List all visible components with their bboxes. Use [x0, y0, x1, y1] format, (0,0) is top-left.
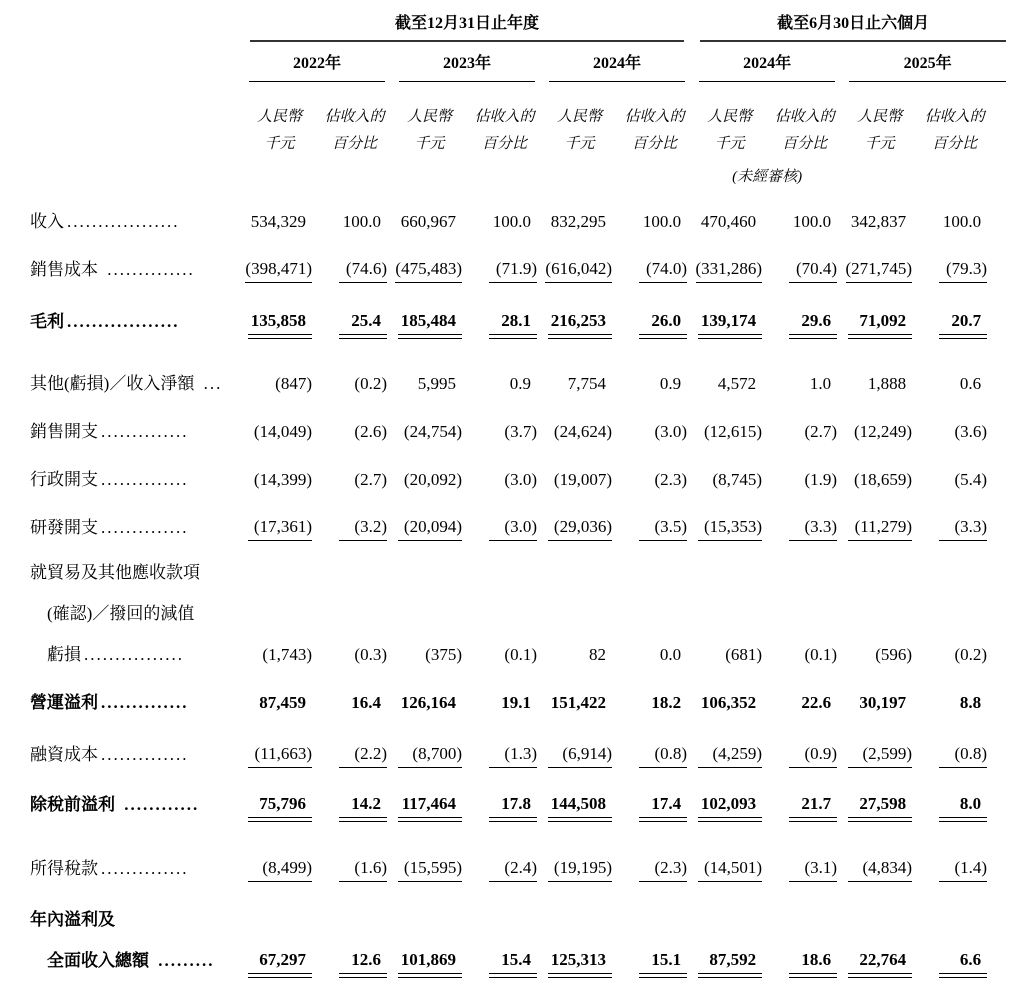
value-cell: 0.6: [959, 374, 982, 393]
value-cell: 117,464: [392, 777, 467, 825]
value-cell: 0.0: [659, 645, 682, 664]
value-cell: 8.0: [917, 777, 992, 825]
value-cell: (2.6): [354, 422, 387, 441]
percent-of-revenue-header: 佔收入的 百分比: [474, 109, 535, 152]
value-cell: 100.0: [642, 212, 682, 231]
value-cell: (8,499): [242, 841, 317, 889]
financial-summary-table: [30, 6, 992, 981]
row-label: 行政開支 ..............: [30, 470, 189, 489]
unaudited-note: (未經審核): [732, 169, 803, 185]
value-cell: 125,313: [542, 899, 617, 981]
period-group-interim-title: 截至6月30日止六個月: [700, 10, 1006, 42]
year-header-row: [30, 42, 992, 82]
value-cell: (71.9): [467, 242, 542, 290]
value-cell: (3.5): [617, 500, 692, 548]
value-cell: (11,663): [242, 727, 317, 775]
value-cell: (2.7): [354, 470, 387, 489]
table-row-admin-expenses: [30, 452, 992, 500]
dot-leader: ..............: [101, 693, 189, 712]
value-cell: (15,595): [392, 841, 467, 889]
value-cell: (331,286): [692, 242, 767, 290]
value-cell: (20,094): [392, 500, 467, 548]
value-cell: 126,164: [400, 693, 456, 712]
value-cell: (29,036): [542, 500, 617, 548]
row-label: 收入 ..................: [30, 212, 180, 231]
value-cell: (1.9): [804, 470, 838, 489]
value-cell: 0.9: [659, 374, 682, 393]
currency-unit-header: 人民幣 千元: [256, 109, 302, 152]
value-cell: (20,092): [403, 470, 462, 489]
dot-leader: .........: [152, 951, 215, 970]
value-cell: 15.1: [617, 899, 692, 981]
value-cell: 12.6: [317, 899, 392, 981]
value-cell: (19,007): [553, 470, 612, 489]
value-cell: (0.2): [954, 645, 988, 664]
value-cell: (1,743): [262, 645, 312, 664]
dot-leader: ..............: [101, 422, 189, 441]
value-cell: 26.0: [617, 294, 692, 342]
year-header-2024: 2024年: [542, 42, 692, 82]
unit-header-row: [30, 82, 992, 160]
value-cell: 660,967: [400, 212, 456, 231]
value-cell: (0.2): [354, 374, 387, 393]
value-cell: 8.8: [959, 693, 982, 712]
row-spacer: [30, 889, 992, 899]
value-cell: 832,295: [550, 212, 606, 231]
value-cell: 82: [589, 645, 606, 664]
unaudited-note-row: [30, 160, 992, 194]
value-cell: 87,592: [692, 899, 767, 981]
year-header-2023: 2023年: [392, 42, 542, 82]
value-cell: 135,858: [242, 294, 317, 342]
value-cell: (6,914): [542, 727, 617, 775]
value-cell: (3.1): [767, 841, 842, 889]
table-row-selling-expenses: [30, 404, 992, 452]
value-cell: (0.8): [617, 727, 692, 775]
value-cell: (14,399): [253, 470, 312, 489]
table-row-profit-and-total-comprehensive-income: [30, 899, 992, 981]
value-cell: (4,834): [842, 841, 917, 889]
value-cell: 342,837: [850, 212, 907, 231]
period-group-annual-title: 截至12月31日止年度: [250, 10, 684, 42]
value-cell: (271,745): [842, 242, 917, 290]
value-cell: 100.0: [942, 212, 982, 231]
value-cell: 0.9: [509, 374, 531, 393]
value-cell: 100.0: [342, 212, 381, 231]
value-cell: (3.3): [917, 500, 992, 548]
value-cell: (2.4): [467, 841, 542, 889]
value-cell: (681): [725, 645, 763, 664]
value-cell: (17,361): [242, 500, 317, 548]
year-header-2025-interim: 2025年: [842, 42, 992, 82]
value-cell: 18.2: [651, 693, 682, 712]
percent-of-revenue-header: 佔收入的 百分比: [624, 109, 685, 152]
value-cell: 216,253: [542, 294, 617, 342]
value-cell: (3.0): [654, 422, 688, 441]
table-row-other-losses-income-net: [30, 356, 992, 404]
value-cell: (0.3): [354, 645, 387, 664]
value-cell: 100.0: [792, 212, 832, 231]
table-row-revenue: [30, 194, 992, 242]
row-label: 營運溢利 ..............: [30, 693, 189, 712]
value-cell: (475,483): [392, 242, 467, 290]
currency-unit-header: 人民幣 千元: [707, 109, 753, 152]
value-cell: (2.3): [617, 841, 692, 889]
value-cell: (8,745): [712, 470, 763, 489]
value-cell: (0.1): [804, 645, 838, 664]
value-cell: 25.4: [317, 294, 392, 342]
value-cell: 67,297: [242, 899, 317, 981]
value-cell: 20.7: [917, 294, 992, 342]
value-cell: 17.4: [617, 777, 692, 825]
value-cell: 102,093: [692, 777, 767, 825]
dot-leader: ............: [118, 795, 200, 814]
value-cell: (1.4): [917, 841, 992, 889]
row-label: 就貿易及其他應收款項 (確認)／撥回的減值 虧損 ................: [30, 563, 200, 664]
value-cell: 18.6: [767, 899, 842, 981]
value-cell: (3.0): [504, 470, 537, 489]
value-cell: (11,279): [842, 500, 917, 548]
value-cell: 7,754: [567, 374, 606, 393]
table-row-finance-costs: [30, 727, 992, 775]
period-group-interim: [692, 6, 992, 42]
value-cell: (15,353): [692, 500, 767, 548]
dot-leader: ..............: [101, 260, 195, 279]
value-cell: (2,599): [842, 727, 917, 775]
value-cell: 75,796: [242, 777, 317, 825]
year-header-2024-interim: 2024年: [692, 42, 842, 82]
table-row-cost-of-sales: [30, 242, 992, 290]
row-label: 除稅前溢利 ............: [30, 795, 200, 814]
row-label: 銷售開支 ..............: [30, 422, 189, 441]
value-cell: 22,764: [842, 899, 917, 981]
value-cell: (3.6): [954, 422, 988, 441]
value-cell: (2.2): [317, 727, 392, 775]
value-cell: 6.6: [917, 899, 992, 981]
value-cell: (74.6): [317, 242, 392, 290]
value-cell: 185,484: [392, 294, 467, 342]
value-cell: (70.4): [767, 242, 842, 290]
value-cell: 101,869: [392, 899, 467, 981]
dot-leader: ...: [197, 374, 223, 393]
row-label: 年內溢利及 全面收入總額 .........: [30, 910, 215, 970]
value-cell: (24,624): [553, 422, 612, 441]
row-label: 銷售成本 ..............: [30, 260, 195, 279]
value-cell: 470,460: [700, 212, 757, 231]
row-label: 所得稅款 ..............: [30, 859, 189, 878]
value-cell: 1,888: [867, 374, 907, 393]
value-cell: (74.0): [617, 242, 692, 290]
period-group-header-row: [30, 6, 992, 42]
value-cell: (3.3): [767, 500, 842, 548]
percent-of-revenue-header: 佔收入的 百分比: [924, 109, 985, 152]
value-cell: (1.6): [317, 841, 392, 889]
value-cell: 106,352: [700, 693, 757, 712]
value-cell: (19,195): [542, 841, 617, 889]
value-cell: (3.7): [504, 422, 537, 441]
dot-leader: ..............: [101, 745, 189, 764]
dot-leader: ..................: [67, 312, 180, 331]
value-cell: 22.6: [801, 693, 832, 712]
value-cell: 534,329: [250, 212, 306, 231]
row-label: 其他(虧損)／收入淨額 ...: [30, 374, 223, 393]
table-row-income-tax: [30, 841, 992, 889]
dot-leader: ..............: [101, 518, 189, 537]
dot-leader: ..................: [67, 212, 180, 231]
value-cell: (5.4): [954, 470, 988, 489]
currency-unit-header: 人民幣 千元: [406, 109, 452, 152]
value-cell: (398,471): [242, 242, 317, 290]
label-column-header: [30, 6, 242, 42]
value-cell: 100.0: [492, 212, 531, 231]
value-cell: 4,572: [717, 374, 757, 393]
value-cell: (24,754): [403, 422, 462, 441]
value-cell: 28.1: [467, 294, 542, 342]
value-cell: 5,995: [417, 374, 456, 393]
table-row-operating-profit: [30, 675, 992, 723]
table-row-impairment-losses-trade-receivables: [30, 552, 992, 675]
value-cell: 144,508: [542, 777, 617, 825]
value-cell: (12,615): [704, 422, 763, 441]
row-label: 毛利 ..................: [30, 312, 180, 331]
value-cell: (1.3): [467, 727, 542, 775]
value-cell: 19.1: [501, 693, 531, 712]
value-cell: (79.3): [917, 242, 992, 290]
dot-leader: ..............: [101, 470, 189, 489]
table-row-profit-before-tax: [30, 777, 992, 825]
table-row-rd-expenses: [30, 500, 992, 548]
period-group-annual: [242, 6, 692, 42]
year-header-2022: 2022年: [242, 42, 392, 82]
value-cell: (616,042): [542, 242, 617, 290]
value-cell: (4,259): [692, 727, 767, 775]
currency-unit-header: 人民幣 千元: [857, 109, 903, 152]
value-cell: (596): [875, 645, 913, 664]
value-cell: 16.4: [351, 693, 381, 712]
value-cell: 15.4: [467, 899, 542, 981]
dot-leader: ..............: [101, 859, 189, 878]
value-cell: (14,501): [692, 841, 767, 889]
percent-of-revenue-header: 佔收入的 百分比: [774, 109, 835, 152]
value-cell: 87,459: [259, 693, 306, 712]
value-cell: 151,422: [550, 693, 606, 712]
value-cell: 29.6: [767, 294, 842, 342]
value-cell: 27,598: [842, 777, 917, 825]
value-cell: (0.1): [504, 645, 537, 664]
row-spacer: [30, 342, 992, 356]
value-cell: 14.2: [317, 777, 392, 825]
value-cell: (0.9): [767, 727, 842, 775]
value-cell: 30,197: [859, 693, 907, 712]
currency-unit-header: 人民幣 千元: [556, 109, 602, 152]
value-cell: 17.8: [467, 777, 542, 825]
value-cell: (847): [275, 374, 312, 393]
table-row-gross-profit: [30, 294, 992, 342]
value-cell: (3.0): [467, 500, 542, 548]
dot-leader: ................: [84, 645, 184, 664]
value-cell: (18,659): [854, 470, 913, 489]
value-cell: (2.3): [654, 470, 688, 489]
value-cell: 139,174: [692, 294, 767, 342]
row-label: 研發開支 ..............: [30, 518, 189, 537]
value-cell: (2.7): [804, 422, 838, 441]
value-cell: 71,092: [842, 294, 917, 342]
value-cell: (12,249): [854, 422, 913, 441]
row-spacer: [30, 825, 992, 841]
value-cell: (3.2): [317, 500, 392, 548]
percent-of-revenue-header: 佔收入的 百分比: [324, 109, 385, 152]
row-label: 融資成本 ..............: [30, 745, 189, 764]
value-cell: 1.0: [809, 374, 832, 393]
value-cell: (14,049): [253, 422, 312, 441]
value-cell: (0.8): [917, 727, 992, 775]
unaudited-note-cell: [692, 160, 842, 194]
value-cell: (375): [425, 645, 462, 664]
value-cell: 21.7: [767, 777, 842, 825]
value-cell: (8,700): [392, 727, 467, 775]
